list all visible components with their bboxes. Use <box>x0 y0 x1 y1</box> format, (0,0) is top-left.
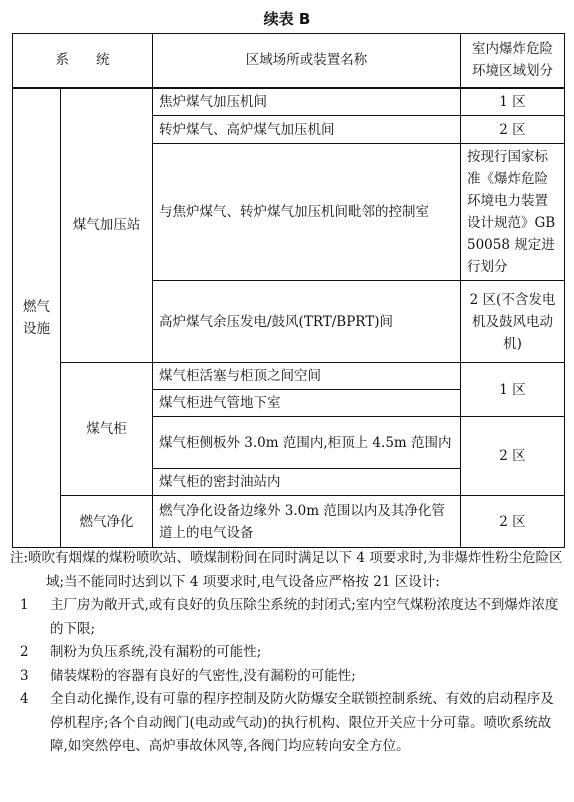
note-item-number: 2 <box>20 644 29 660</box>
note-item-number: 4 <box>20 691 29 707</box>
table-cell-zone: 2 区 <box>461 116 565 144</box>
table-cell-location: 煤气柜侧板外 3.0m 范围内,柜顶上 4.5m 范围内 <box>153 417 461 469</box>
note-item <box>10 688 566 759</box>
table-cell-location: 焦炉煤气加压机间 <box>153 88 461 116</box>
notes <box>10 547 566 759</box>
note-item-text: 储装煤粉的容器有良好的气密性,没有漏粉的可能性; <box>50 667 356 684</box>
note-item <box>10 665 566 689</box>
table-cell-zone: 1 区 <box>461 363 565 417</box>
group-gas-facilities: 燃气设施 <box>13 88 61 548</box>
page-title: 续表 B <box>263 10 311 28</box>
note-item-number: 1 <box>20 597 29 613</box>
table-cell-location: 与焦炉煤气、转炉煤气加压机间毗邻的控制室 <box>153 144 461 281</box>
table-cell-location: 煤气柜的密封油站内 <box>153 469 461 496</box>
table-cell-zone: 2 区(不含发电机及鼓风电动机) <box>461 281 565 363</box>
table-cell-zone: 2 区 <box>461 496 565 548</box>
table-cell-location: 转炉煤气、高炉煤气加压机间 <box>153 116 461 144</box>
subgroup-gas-purification: 燃气净化 <box>61 496 153 548</box>
header-zone: 室内爆炸危险环境区域划分 <box>461 34 565 88</box>
zone-table <box>12 33 565 548</box>
header-system: 系 统 <box>13 34 153 88</box>
subgroup-gas-holder: 煤气柜 <box>61 363 153 496</box>
note-item-number: 3 <box>20 667 29 684</box>
table-cell-zone: 按现行国家标准《爆炸危险环境电力装置设计规范》GB 50058 规定进行划分 <box>461 144 565 281</box>
note-item <box>10 641 566 665</box>
note-lead: 注:喷吹有烟煤的煤粉喷吹站、喷煤制粉间在同时满足以下 4 项要求时,为非爆炸性粉尘危险区域;当不能同时达到以下 4 项要求时,电气设备应严格按 21 区设计: <box>10 550 563 590</box>
table-cell-location: 煤气柜活塞与柜顶之间空间 <box>153 363 461 390</box>
note-item-text: 主厂房为敞开式,或有良好的负压除尘系统的封闭式;室内空气煤粉浓度达不到爆炸浓度的下限; <box>50 597 559 637</box>
table-cell-location: 煤气柜进气管地下室 <box>153 390 461 417</box>
header-location: 区域场所或装置名称 <box>153 34 461 88</box>
table-cell-location: 高炉煤气余压发电/鼓风(TRT/BPRT)间 <box>153 281 461 363</box>
subgroup-pressurizing-station: 煤气加压站 <box>61 88 153 363</box>
note-item <box>10 594 566 641</box>
table-cell-zone: 1 区 <box>461 88 565 116</box>
note-item-text: 制粉为负压系统,没有漏粉的可能性; <box>50 644 262 660</box>
table-cell-location: 燃气净化设备边缘外 3.0m 范围以内及其净化管道上的电气设备 <box>153 496 461 548</box>
table-cell-zone: 2 区 <box>461 417 565 496</box>
note-item-text: 全自动化操作,设有可靠的程序控制及防火防爆安全联锁控制系统、有效的启动程序及停机程序;各个自动阀门(电动或气动)的执行机构、限位开关应十分可靠。喷吹系统故障,如突然停电、高炉事故休风等,各阀门均应转向安全方位。 <box>50 691 554 754</box>
